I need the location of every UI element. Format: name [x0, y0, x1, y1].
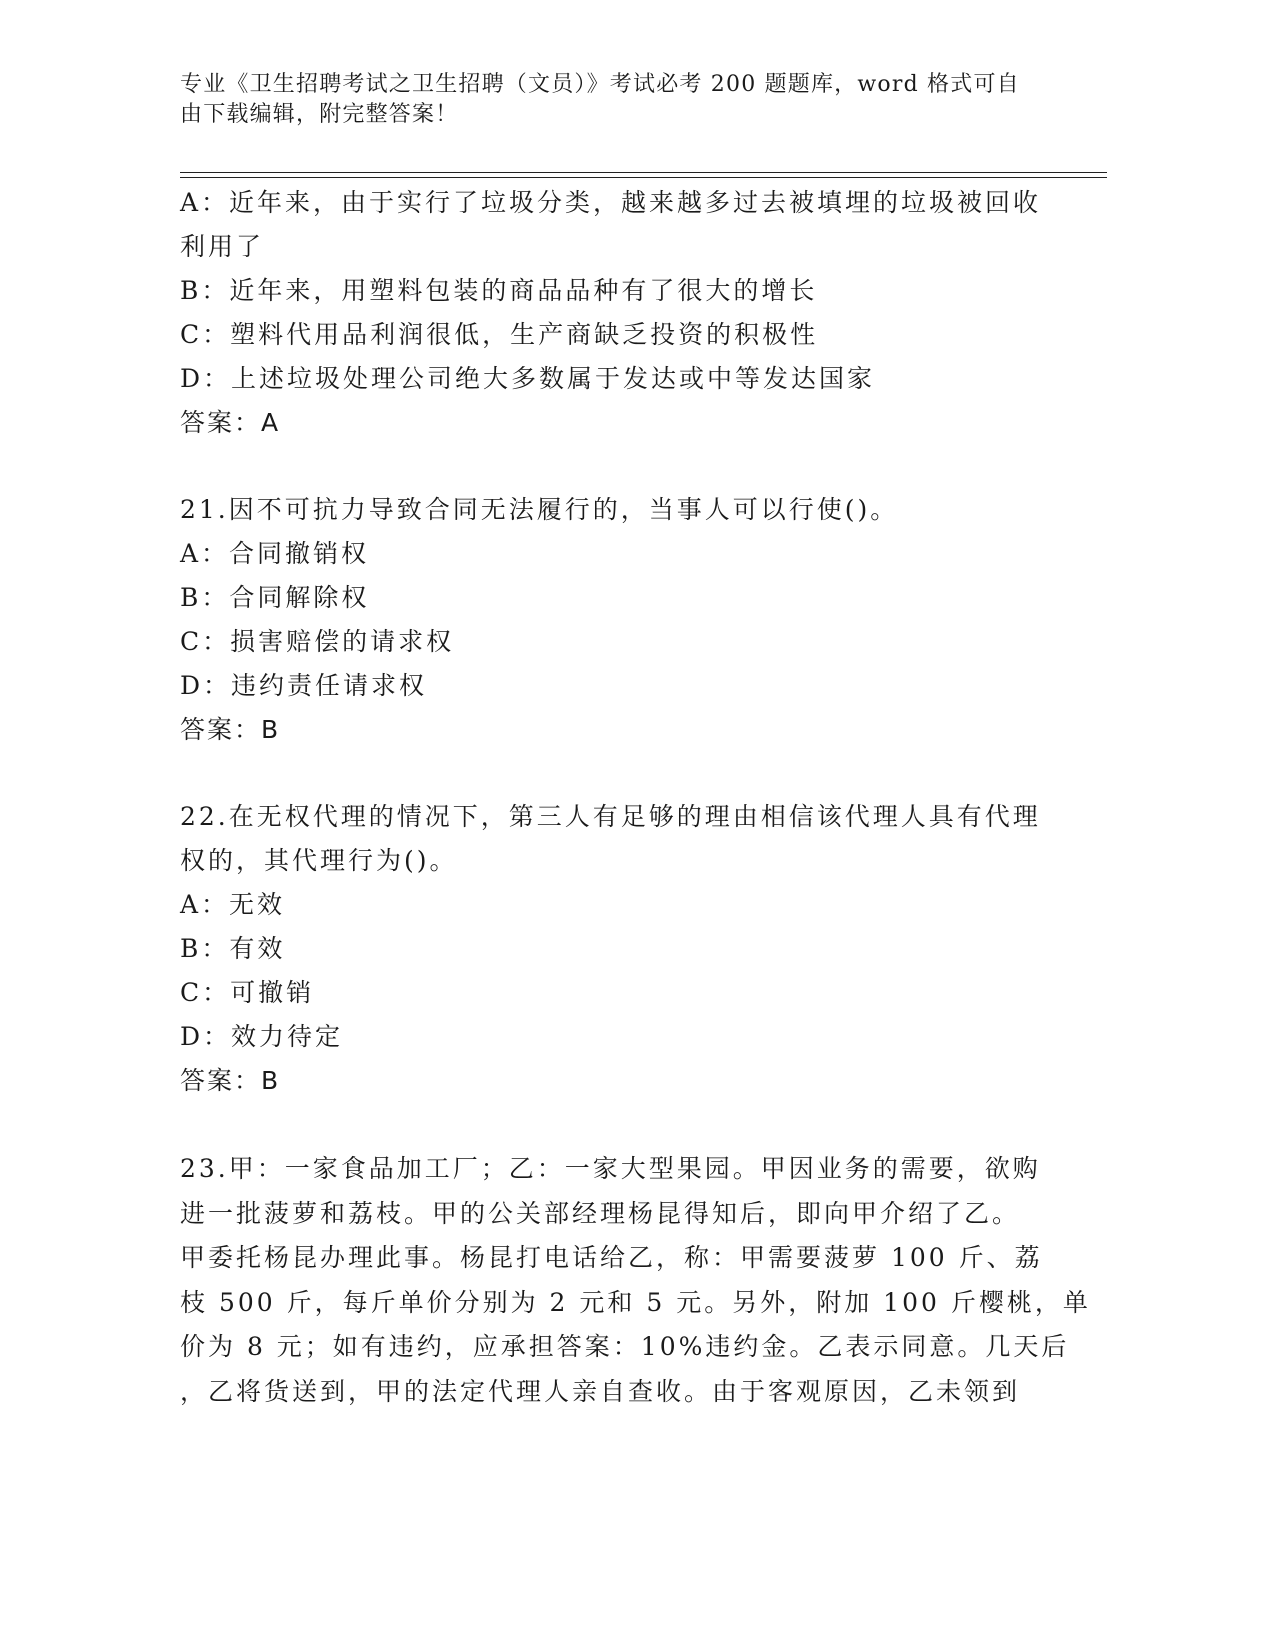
question-stem-line: 23.甲：一家食品加工厂；乙：一家大型果园。甲因业务的需要，欲购 [180, 1154, 1041, 1183]
spacer [180, 448, 1050, 491]
option-d: D：违约责任请求权 [180, 671, 428, 700]
option-a-line-2: 利用了 [180, 232, 265, 261]
question-stem-line: 甲委托杨昆办理此事。杨昆打电话给乙，称：甲需要菠萝 100 斤、荔 [180, 1243, 1043, 1273]
option-b: B：有效 [180, 934, 286, 963]
question-stem-line: 价为 8 元；如有违约，应承担答案：10%违约金。乙表示同意。几天后 [180, 1332, 1070, 1362]
option-b: B：近年来，用塑料包装的商品品种有了很大的增长 [180, 276, 818, 305]
option-a: A：无效 [180, 890, 286, 919]
option-a-line-1: A：近年来，由于实行了垃圾分类，越来越多过去被填埋的垃圾被回收 [180, 188, 1042, 217]
question-22 [180, 798, 1050, 1106]
header-line-1: 专业《卫生招聘考试之卫生招聘（文员）》考试必考 200 题题库，word 格式可自 [180, 72, 1020, 97]
header-divider-top [180, 172, 1107, 173]
spacer [180, 1106, 1050, 1149]
header-line-2: 由下载编辑，附完整答案！ [180, 102, 459, 127]
answer: 答案：B [180, 1066, 281, 1095]
question-23 [180, 1149, 1091, 1417]
header-divider-bottom [180, 177, 1107, 178]
option-d: D：上述垃圾处理公司绝大多数属于发达或中等发达国家 [180, 364, 876, 393]
question-21 [180, 491, 1050, 755]
document-header [180, 70, 1040, 130]
question-stem: 21.因不可抗力导致合同无法履行的，当事人可以行使()。 [180, 495, 899, 524]
option-c: C：损害赔偿的请求权 [180, 627, 455, 656]
option-c: C：塑料代用品利润很低，生产商缺乏投资的积极性 [180, 320, 819, 349]
option-b: B：合同解除权 [180, 583, 370, 612]
option-c: C：可撤销 [180, 978, 315, 1007]
question-stem-line-2: 权的，其代理行为()。 [180, 846, 458, 875]
question-stem-line: 枝 500 斤，每斤单价分别为 2 元和 5 元。另外，附加 100 斤樱桃，单 [180, 1287, 1091, 1317]
answer: 答案：A [180, 408, 281, 437]
answer: 答案：B [180, 715, 281, 744]
document-body [180, 184, 1091, 1417]
spacer [180, 755, 1050, 798]
question-20-tail [180, 184, 1050, 448]
option-a: A：合同撤销权 [180, 539, 370, 568]
option-d: D：效力待定 [180, 1022, 344, 1051]
question-stem-line-1: 22.在无权代理的情况下，第三人有足够的理由相信该代理人具有代理 [180, 802, 1041, 831]
question-stem-line: ，乙将货送到，甲的法定代理人亲自查收。由于客观原因，乙未领到 [180, 1376, 1021, 1406]
question-stem-line: 进一批菠萝和荔枝。甲的公关部经理杨昆得知后，即向甲介绍了乙。 [180, 1198, 1021, 1228]
